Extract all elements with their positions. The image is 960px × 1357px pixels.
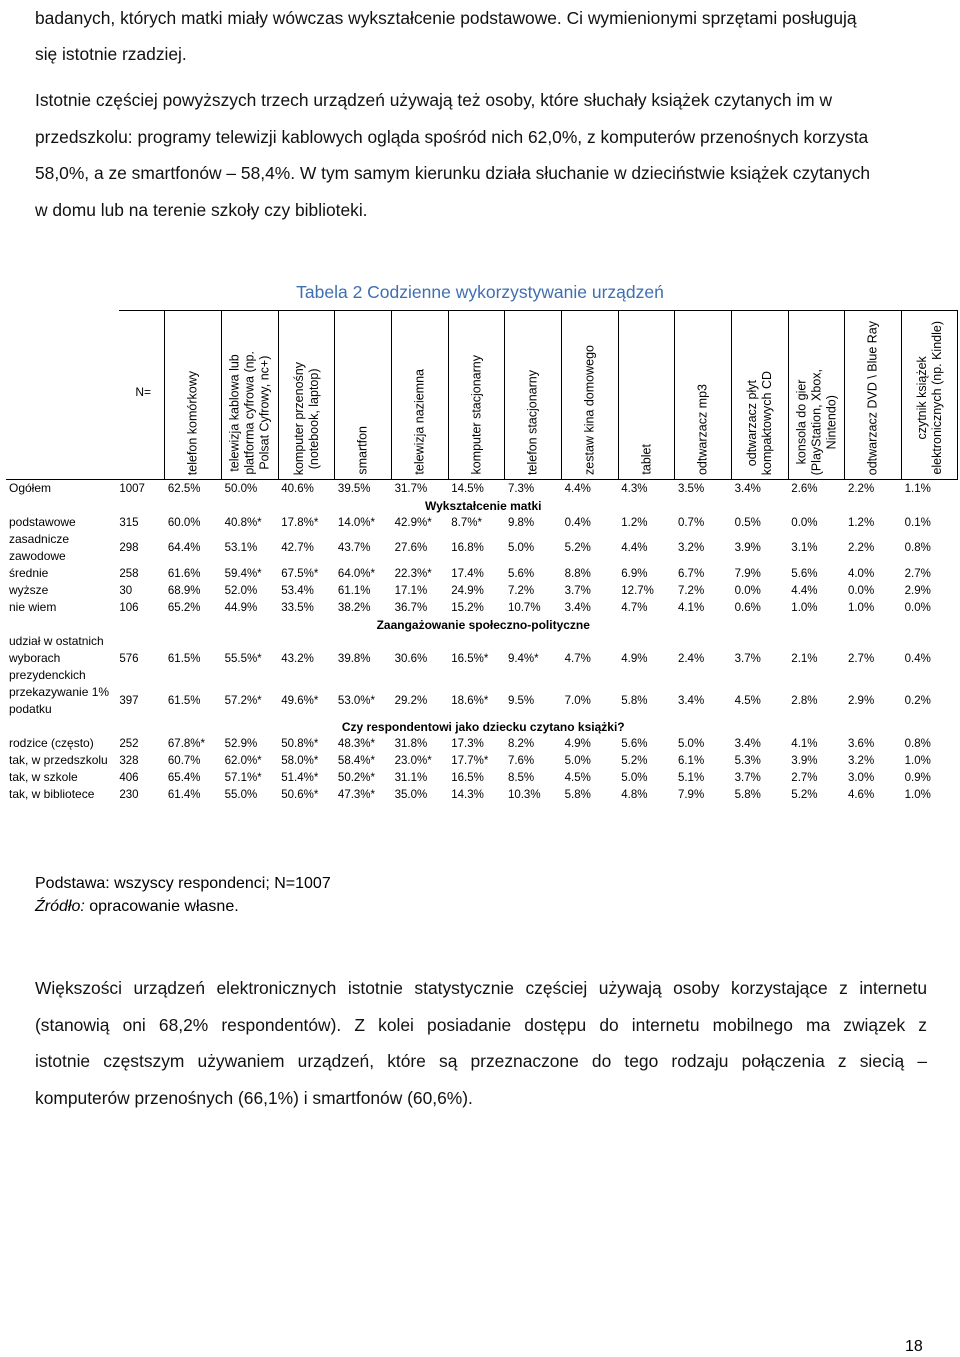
cell-value: 3.1% (791, 542, 818, 554)
cell-value: 9.4%* (507, 652, 539, 665)
row-n: 328 (119, 754, 139, 767)
cell-value: 3.6% (847, 737, 875, 750)
cell-value: 5.6% (791, 567, 818, 580)
cell-value: 48.3%* (337, 737, 376, 750)
row-label: zasadnicze zawodowe (9, 532, 70, 563)
cell-value: 5.8% (621, 695, 648, 707)
cell-value: 1.2% (621, 516, 648, 529)
cell-value: 6.7% (677, 567, 705, 580)
column-header (165, 311, 222, 480)
cell-value: 1.2% (847, 516, 875, 529)
cell-value: 53.0%* (337, 695, 376, 707)
cell-value: 64.4% (167, 542, 201, 554)
footnote-source (35, 895, 331, 918)
cell-value: 4.6% (847, 788, 875, 801)
table-row (6, 480, 958, 498)
cell-value: 8.7%* (451, 516, 482, 529)
cell-value: 1.0% (904, 754, 931, 767)
cell-value: 31.1% (394, 771, 428, 784)
cell-value: 67.5%* (281, 567, 319, 580)
cell-value: 5.3% (734, 754, 761, 767)
table-header-row (6, 311, 958, 480)
cell-value: 9.5% (507, 695, 535, 707)
row-label: podstawowe (9, 515, 76, 529)
cell-value: 7.0% (564, 695, 591, 707)
cell-value: 62.0%* (224, 754, 262, 767)
section-title: Zaangażowanie społeczno-polityczne (376, 617, 590, 632)
cell-value: 44.9% (224, 601, 258, 614)
row-label: tak, w szkole (9, 770, 78, 784)
cell-value: 10.7% (507, 601, 541, 614)
cell-value: 12.7% (621, 584, 654, 597)
table-row (6, 582, 958, 599)
cell-value: 50.8%* (281, 737, 319, 750)
row-label: rodzice (często) (9, 736, 94, 750)
cell-value: 61.4% (167, 788, 201, 801)
cell-value: 53.4% (281, 584, 314, 597)
cell-value: 42.9%* (394, 516, 432, 529)
section-header-row (6, 497, 958, 514)
cell-value: 2.6% (788, 480, 845, 498)
column-header (902, 311, 958, 480)
cell-value: 6.1% (677, 754, 705, 767)
row-n: 230 (119, 788, 139, 801)
cell-value: 30.6% (394, 652, 428, 665)
cell-value: 16.5%* (451, 652, 489, 665)
column-header (845, 311, 902, 480)
cell-value: 0.0% (734, 584, 761, 597)
paragraph-line: komputerów przenośnych (66,1%) i smartfonów (60,6%). (35, 1087, 473, 1108)
cell-value: 57.2%* (224, 695, 262, 707)
cell-value: 60.0% (167, 516, 201, 529)
column-header-label: odtwarzacz mp3 (695, 383, 710, 475)
cell-value: 61.5% (167, 652, 201, 665)
column-header (675, 311, 732, 480)
source-text: opracowanie własne. (84, 898, 239, 915)
row-label-header (6, 311, 119, 480)
cell-value: 9.8% (507, 516, 535, 529)
cell-value: 4.9% (564, 737, 591, 750)
cell-value: 3.9% (734, 542, 761, 554)
cell-value: 16.8% (451, 542, 484, 554)
cell-value: 57.1%* (224, 771, 262, 784)
column-header-label: smartfon (355, 426, 370, 475)
row-label: tak, w przedszkolu (9, 753, 108, 767)
section-title: Wykształcenie matki (424, 498, 542, 513)
cell-value: 2.2% (847, 542, 875, 554)
cell-value: 3.7% (734, 652, 761, 665)
cell-value: 4.0% (847, 567, 875, 580)
cell-value: 64.0%* (337, 567, 376, 580)
cell-value: 5.0% (564, 754, 591, 767)
cell-value: 0.7% (677, 516, 705, 529)
cell-value: 0.8% (904, 737, 931, 750)
cell-value: 39.5% (335, 480, 392, 498)
section-header-row (6, 616, 958, 633)
cell-value: 42.7% (281, 542, 314, 554)
table-footnote (35, 872, 331, 918)
cell-value: 2.7% (904, 567, 931, 580)
cell-value: 38.2% (337, 601, 371, 614)
body-paragraph (35, 82, 927, 228)
paragraph-line: Większości urządzeń elektronicznych istotnie statystycznie częściej używają osoby korzystające z internetu (35, 978, 927, 998)
row-n: 576 (119, 652, 139, 665)
cell-value: 5.6% (507, 567, 535, 580)
column-header-label: odtwarzacz DVD \ Blue Ray (865, 320, 880, 475)
device-usage-table (6, 310, 958, 803)
column-header-label: tablet (639, 444, 654, 475)
cell-value: 51.4%* (281, 771, 319, 784)
cell-value: 7.9% (677, 788, 705, 801)
cell-value: 5.0% (621, 771, 648, 784)
closing-paragraph (35, 970, 927, 1116)
cell-value: 4.3% (618, 480, 675, 498)
cell-value: 0.0% (847, 584, 875, 597)
cell-value: 65.4% (167, 771, 201, 784)
cell-value: 14.0%* (337, 516, 376, 529)
cell-value: 55.5%* (224, 652, 262, 665)
cell-value: 17.3% (451, 737, 484, 750)
paragraph-line: w domu lub na terenie szkoły czy biblioteki. (35, 199, 368, 220)
cell-value: 1.1% (902, 480, 958, 498)
cell-value: 4.4% (621, 542, 648, 554)
table-caption: Tabela 2 Codzienne wykorzystywanie urządzeń (296, 282, 664, 302)
cell-value: 61.5% (167, 695, 201, 707)
cell-value: 14.5% (448, 480, 505, 498)
cell-value: 17.7%* (451, 754, 489, 767)
table-row (6, 735, 958, 752)
cell-value: 2.7% (847, 652, 875, 665)
row-n: 1007 (119, 480, 165, 498)
row-n: 106 (119, 601, 139, 614)
cell-value: 1.0% (791, 601, 818, 614)
column-header (562, 311, 619, 480)
cell-value: 5.2% (564, 542, 591, 554)
column-header-label: odtwarzacz płyt kompaktowych CD (744, 370, 774, 475)
cell-value: 68.9% (167, 584, 201, 597)
paragraph-line: się istotnie rzadziej. (35, 44, 187, 64)
cell-value: 14.3% (451, 788, 484, 801)
cell-value: 24.9% (451, 584, 484, 597)
cell-value: 3.2% (677, 542, 705, 554)
cell-value: 40.8%* (224, 516, 262, 529)
cell-value: 6.9% (621, 567, 648, 580)
row-n: 298 (119, 542, 139, 554)
cell-value: 0.4% (564, 516, 591, 529)
cell-value: 15.2% (451, 601, 484, 614)
column-header-label: czytnik książek elektronicznych (np. Kindle) (914, 321, 944, 475)
cell-value: 0.1% (904, 516, 931, 529)
cell-value: 3.4% (734, 737, 761, 750)
table-row (6, 633, 958, 684)
row-label: Ogółem (6, 480, 119, 498)
cell-value: 5.2% (791, 788, 818, 801)
cell-value: 17.4% (451, 567, 484, 580)
table-row (6, 514, 958, 531)
cell-value: 31.7% (392, 480, 449, 498)
cell-value: 55.0% (224, 788, 258, 801)
cell-value: 4.5% (564, 771, 591, 784)
cell-value: 4.7% (621, 601, 648, 614)
cell-value: 50.6%* (281, 788, 319, 801)
cell-value: 61.6% (167, 567, 201, 580)
section-header-row (6, 718, 958, 735)
paragraph-line: (stanowią oni 68,2% respondentów). Z kolei posiadanie dostępu do internetu mobilnego ma związek z (35, 1014, 927, 1035)
cell-value: 29.2% (394, 695, 428, 707)
cell-value: 58.0%* (281, 754, 319, 767)
cell-value: 17.8%* (281, 516, 319, 529)
cell-value: 7.2% (677, 584, 705, 597)
column-header (335, 311, 392, 480)
cell-value: 67.8%* (167, 737, 205, 750)
cell-value: 5.8% (564, 788, 591, 801)
cell-value: 2.9% (904, 584, 931, 597)
cell-value: 5.6% (621, 737, 648, 750)
n-header-label: N= (135, 385, 152, 399)
cell-value: 60.7% (167, 754, 201, 767)
cell-value: 4.4% (562, 480, 619, 498)
table-row (6, 599, 958, 616)
column-header-label: telefon komórkowy (185, 370, 200, 475)
intro-paragraph (35, 0, 927, 72)
column-header (222, 311, 279, 480)
paragraph-line: istotnie częstszym używaniem urządzeń, które są przeznaczone do tego rodzaju połączenia z siecią – (35, 1051, 927, 1071)
row-n: 258 (119, 567, 139, 580)
cell-value: 50.2%* (337, 771, 376, 784)
cell-value: 59.4%* (224, 567, 262, 580)
table-row (6, 752, 958, 769)
row-n: 30 (119, 584, 133, 597)
table-row (6, 565, 958, 582)
cell-value: 7.6% (507, 754, 535, 767)
cell-value: 33.5% (281, 601, 314, 614)
table-row (6, 786, 958, 803)
cell-value: 3.9% (791, 754, 818, 767)
cell-value: 4.9% (621, 652, 648, 665)
cell-value: 3.4% (732, 480, 789, 498)
cell-value: 1.0% (904, 788, 931, 801)
table-row (6, 769, 958, 786)
column-header-label: komputer stacjonarny (469, 355, 484, 475)
cell-value: 8.5% (507, 771, 535, 784)
cell-value: 2.4% (677, 652, 705, 665)
column-header (392, 311, 449, 480)
cell-value: 27.6% (394, 542, 428, 554)
cell-value: 5.8% (734, 788, 761, 801)
column-header-label: zestaw kina domowego (582, 345, 597, 475)
paragraph-line: 58,0%, a ze smartfonów – 58,4%. W tym samym kierunku działa słuchanie w dzieciństwie książek czytanych (35, 163, 871, 183)
column-header (788, 311, 845, 480)
cell-value: 10.3% (507, 788, 541, 801)
cell-value: 0.6% (734, 601, 761, 614)
row-label: nie wiem (9, 600, 57, 614)
cell-value: 17.1% (394, 584, 428, 597)
cell-value: 4.4% (791, 584, 818, 597)
cell-value: 0.0% (791, 516, 818, 529)
column-header-label: telewizja kablowa lub platforma cyfrowa (np. Polsat Cyfrowy, nc+) (227, 351, 272, 475)
column-header-label: konsola do gier (PlayStation, Xbox, Nintendo) (794, 368, 839, 475)
cell-value: 43.7% (337, 542, 371, 554)
cell-value: 62.5% (165, 480, 222, 498)
paragraph-line: Istotnie częściej powyższych trzech urządzeń używają też osoby, które słuchały książek czytanych im w (35, 90, 833, 110)
cell-value: 0.4% (904, 652, 931, 665)
row-label: przekazywanie 1% podatku (9, 685, 110, 716)
cell-value: 0.9% (904, 771, 931, 784)
cell-value: 53.1% (224, 542, 258, 554)
cell-value: 4.1% (791, 737, 818, 750)
column-header (618, 311, 675, 480)
cell-value: 2.7% (791, 771, 818, 784)
cell-value: 3.4% (677, 695, 705, 707)
column-header (505, 311, 562, 480)
cell-value: 3.2% (847, 754, 875, 767)
row-n: 252 (119, 737, 139, 750)
cell-value: 4.1% (677, 601, 705, 614)
cell-value: 5.0% (507, 542, 535, 554)
cell-value: 23.0%* (394, 754, 432, 767)
row-label: udział w ostatnich wyborach prezydenckich (9, 634, 104, 682)
cell-value: 4.8% (621, 788, 648, 801)
cell-value: 16.5% (451, 771, 484, 784)
cell-value: 3.7% (564, 584, 591, 597)
cell-value: 3.5% (675, 480, 732, 498)
cell-value: 43.2% (281, 652, 314, 665)
n-header (119, 311, 165, 480)
cell-value: 52.0% (224, 584, 258, 597)
cell-value: 39.8% (337, 652, 371, 665)
cell-value: 3.4% (564, 601, 591, 614)
cell-value: 5.2% (621, 754, 648, 767)
table-row (6, 531, 958, 565)
cell-value: 0.5% (734, 516, 761, 529)
cell-value: 40.6% (278, 480, 335, 498)
column-header-label: telewizja naziemna (412, 369, 427, 475)
cell-value: 35.0% (394, 788, 428, 801)
cell-value: 18.6%* (451, 695, 489, 707)
cell-value: 65.2% (167, 601, 201, 614)
row-label: średnie (9, 566, 49, 580)
cell-value: 49.6%* (281, 695, 319, 707)
row-n: 397 (119, 695, 139, 707)
cell-value: 7.3% (505, 480, 562, 498)
cell-value: 4.5% (734, 695, 761, 707)
column-header (732, 311, 789, 480)
cell-value: 0.8% (904, 542, 931, 554)
cell-value: 4.7% (564, 652, 591, 665)
cell-value: 3.7% (734, 771, 761, 784)
cell-value: 58.4%* (337, 754, 376, 767)
cell-value: 5.1% (677, 771, 705, 784)
cell-value: 8.8% (564, 567, 591, 580)
cell-value: 50.0% (222, 480, 279, 498)
footnote-basis: Podstawa: wszyscy respondenci; N=1007 (35, 875, 331, 892)
cell-value: 2.2% (845, 480, 902, 498)
column-header (448, 311, 505, 480)
cell-value: 47.3%* (337, 788, 376, 801)
row-label: wyższe (9, 583, 49, 597)
section-title: Czy respondentowi jako dziecku czytano książki? (341, 719, 625, 734)
cell-value: 7.9% (734, 567, 761, 580)
cell-value: 2.9% (847, 695, 875, 707)
cell-value: 36.7% (394, 601, 428, 614)
cell-value: 0.0% (904, 601, 931, 614)
cell-value: 61.1% (337, 584, 371, 597)
cell-value: 52.9% (224, 737, 258, 750)
table-row (6, 684, 958, 718)
cell-value: 22.3%* (394, 567, 432, 580)
cell-value: 5.0% (677, 737, 705, 750)
cell-value: 2.8% (791, 695, 818, 707)
row-n: 406 (119, 771, 139, 784)
source-label: Źródło: (35, 898, 85, 915)
column-header-label: telefon stacjonarny (525, 370, 540, 475)
cell-value: 7.2% (507, 584, 535, 597)
row-n: 315 (119, 516, 139, 529)
column-header (278, 311, 335, 480)
cell-value: 1.0% (847, 601, 875, 614)
paragraph-line: przedszkolu: programy telewizji kablowych ogląda spośród nich 62,0%, z komputerów przenośnych korzysta (35, 126, 869, 147)
row-label: tak, w bibliotece (9, 787, 95, 801)
cell-value: 2.1% (791, 652, 818, 665)
cell-value: 0.2% (904, 695, 931, 707)
page-number: 18 (905, 1338, 923, 1355)
cell-value: 31.8% (394, 737, 428, 750)
cell-value: 8.2% (507, 737, 535, 750)
cell-value: 3.0% (847, 771, 875, 784)
paragraph-line: badanych, których matki miały wówczas wykształcenie podstawowe. Ci wymienionymi sprzętami posługują (35, 8, 857, 28)
column-header-label: komputer przenośny (notebook, laptop) (291, 361, 321, 475)
